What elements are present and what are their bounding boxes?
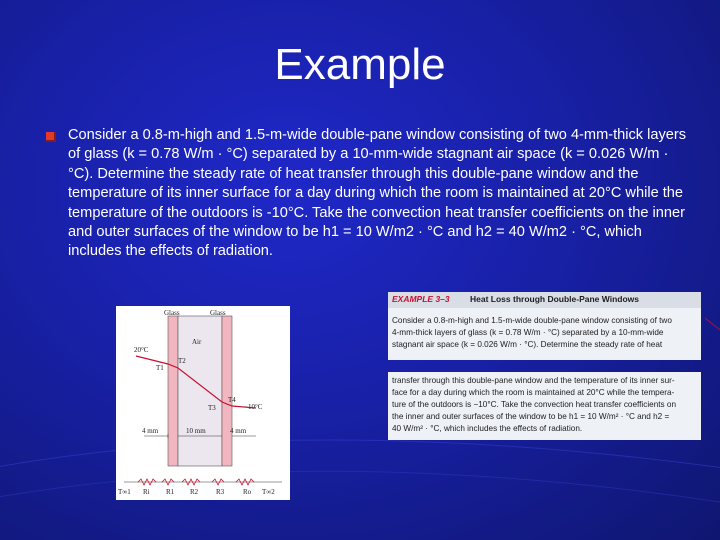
problem-statement: Consider a 0.8-m-high and 1.5-m-wide double-pane window consisting of two 4-mm-thick layers of glass (k = 0.78 W/m · °C) separated by a 10-mm-wide stagnant air space (k = 0.026 W/m · °C). Determine the steady rate of heat transfer through this double-pane window and the temperature of its inner surface for a day during which the room is maintained at 20°C while the temperature of the outdoors is -10°C. Take the convection heat transfer coefficients on the inner and outer surfaces of the window to be h1 = 10 W/m2 · °C and h2 = 40 W/m2 · °C, which includes the effects of radiation. — [68, 127, 687, 260]
example-excerpt-bottom — [388, 372, 701, 440]
air-label: Air — [192, 338, 202, 346]
double-pane-window-figure — [116, 306, 290, 500]
dim-right-label: 4 mm — [230, 427, 247, 435]
example-excerpt-top — [388, 292, 701, 360]
resistance-label: Ro — [243, 488, 252, 496]
resistance-label: R1 — [166, 488, 175, 496]
outside-temp-label: −10°C — [244, 403, 263, 411]
example-name: Heat Loss through Double-Pane Windows — [470, 294, 639, 304]
example-line: the inner and outer surfaces of the window to be h1 = 10 W/m² · °C and h2 = — [392, 412, 670, 421]
dim-middle-label: 10 mm — [186, 427, 206, 435]
example-line: 4-mm-thick layers of glass (k = 0.78 W/m · °C) separated by a 10-mm-wide — [392, 328, 664, 337]
example-line: stagnant air space (k = 0.026 W/m · °C). Determine the steady rate of heat — [392, 340, 663, 349]
example-header — [388, 292, 701, 308]
t4-label: T4 — [228, 396, 236, 404]
resistance-label: R2 — [190, 488, 199, 496]
bullet-icon — [46, 132, 56, 142]
example-number: EXAMPLE 3–3 — [392, 294, 450, 304]
resistance-label: T∞2 — [262, 488, 275, 496]
t1-label: T1 — [156, 364, 164, 372]
example-line: face for a day during which the room is maintained at 20°C while the tempera- — [392, 388, 675, 397]
inside-temp-label: 20°C — [134, 346, 149, 354]
t2-label: T2 — [178, 357, 186, 365]
example-line: Consider a 0.8-m-high and 1.5-m-wide double-pane window consisting of two — [392, 316, 672, 325]
dim-left-label: 4 mm — [142, 427, 159, 435]
example-line: transfer through this double-pane window and the temperature of its inner sur- — [392, 376, 675, 385]
example-line: 40 W/m² · °C, which includes the effects of radiation. — [392, 424, 583, 433]
resistance-label: R3 — [216, 488, 225, 496]
glass-right-label: Glass — [210, 309, 226, 317]
resistance-label: Ri — [143, 488, 150, 496]
example-line: ture of the outdoors is −10°C. Take the convection heat transfer coefficients on — [392, 400, 677, 409]
t3-label: T3 — [208, 404, 216, 412]
glass-pane-right — [222, 316, 232, 466]
glass-pane-left — [168, 316, 178, 466]
slide-title: Example — [274, 40, 446, 89]
resistance-label: T∞1 — [118, 488, 131, 496]
glass-left-label: Glass — [164, 309, 180, 317]
